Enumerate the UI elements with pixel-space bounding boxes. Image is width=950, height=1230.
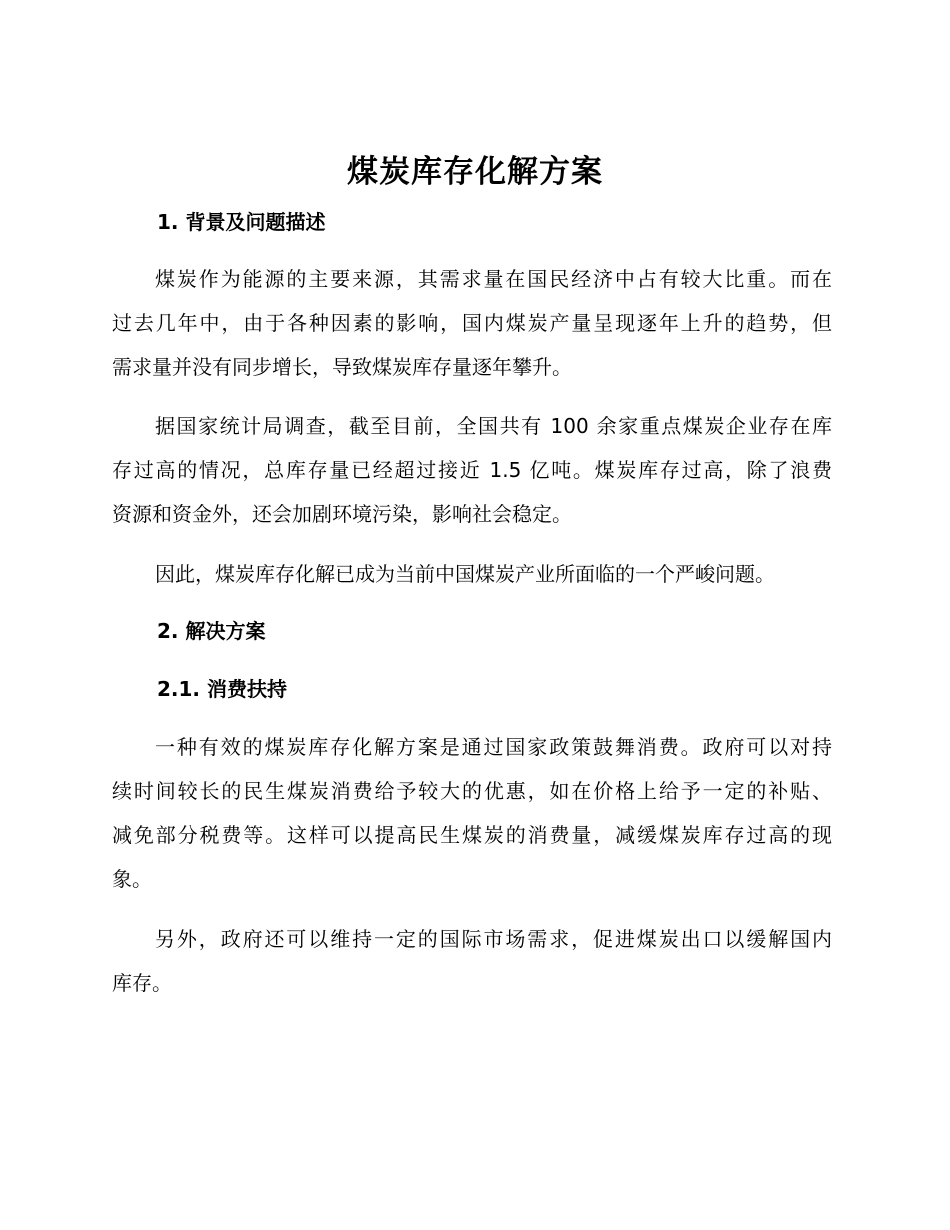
section-1-paragraph-3: [112, 552, 832, 596]
paragraph-line: 续时间较长的民生煤炭消费给予较大的优惠，如在价格上给予一定的补贴、: [112, 779, 832, 803]
paragraph-line: 另外，政府还可以维持一定的国际市场需求，促进煤炭出口以缓解国内: [155, 927, 832, 951]
section-2-1-paragraph-1: [112, 725, 832, 901]
section-2-1-paragraph-2: [112, 917, 832, 1005]
paragraph-line: 资源和资金外，还会加剧环境污染，影响社会稳定。: [112, 502, 572, 526]
section-2-heading: 2. 解决方案: [157, 619, 266, 643]
paragraph-line: 据国家统计局调查，截至目前，全国共有 100 余家重点煤炭企业存在库: [155, 414, 832, 438]
paragraph-line: 存过高的情况，总库存量已经超过接近 1.5 亿吨。煤炭库存过高，除了浪费: [112, 458, 832, 482]
paragraph-line: 库存。: [112, 971, 172, 995]
paragraph-line: 过去几年中，由于各种因素的影响，国内煤炭产量呈现逐年上升的趋势，但: [112, 311, 832, 335]
paragraph-line: 因此，煤炭库存化解已成为当前中国煤炭产业所面临的一个严峻问题。: [155, 562, 775, 586]
paragraph-line: 需求量并没有同步增长，导致煤炭库存量逐年攀升。: [112, 355, 572, 379]
section-2-1-heading: 2.1. 消费扶持: [157, 677, 287, 701]
paragraph-line: 象。: [112, 867, 152, 891]
section-1-heading: 1. 背景及问题描述: [157, 210, 326, 234]
paragraph-line: 煤炭作为能源的主要来源，其需求量在国民经济中占有较大比重。而在: [155, 267, 832, 291]
paragraph-line: 一种有效的煤炭库存化解方案是通过国家政策鼓舞消费。政府可以对持: [155, 735, 832, 759]
document-title: 煤炭库存化解方案: [347, 154, 603, 190]
section-1-paragraph-2: [112, 404, 832, 536]
section-1-paragraph-1: [112, 257, 832, 389]
paragraph-line: 减免部分税费等。这样可以提高民生煤炭的消费量，减缓煤炭库存过高的现: [112, 823, 832, 847]
